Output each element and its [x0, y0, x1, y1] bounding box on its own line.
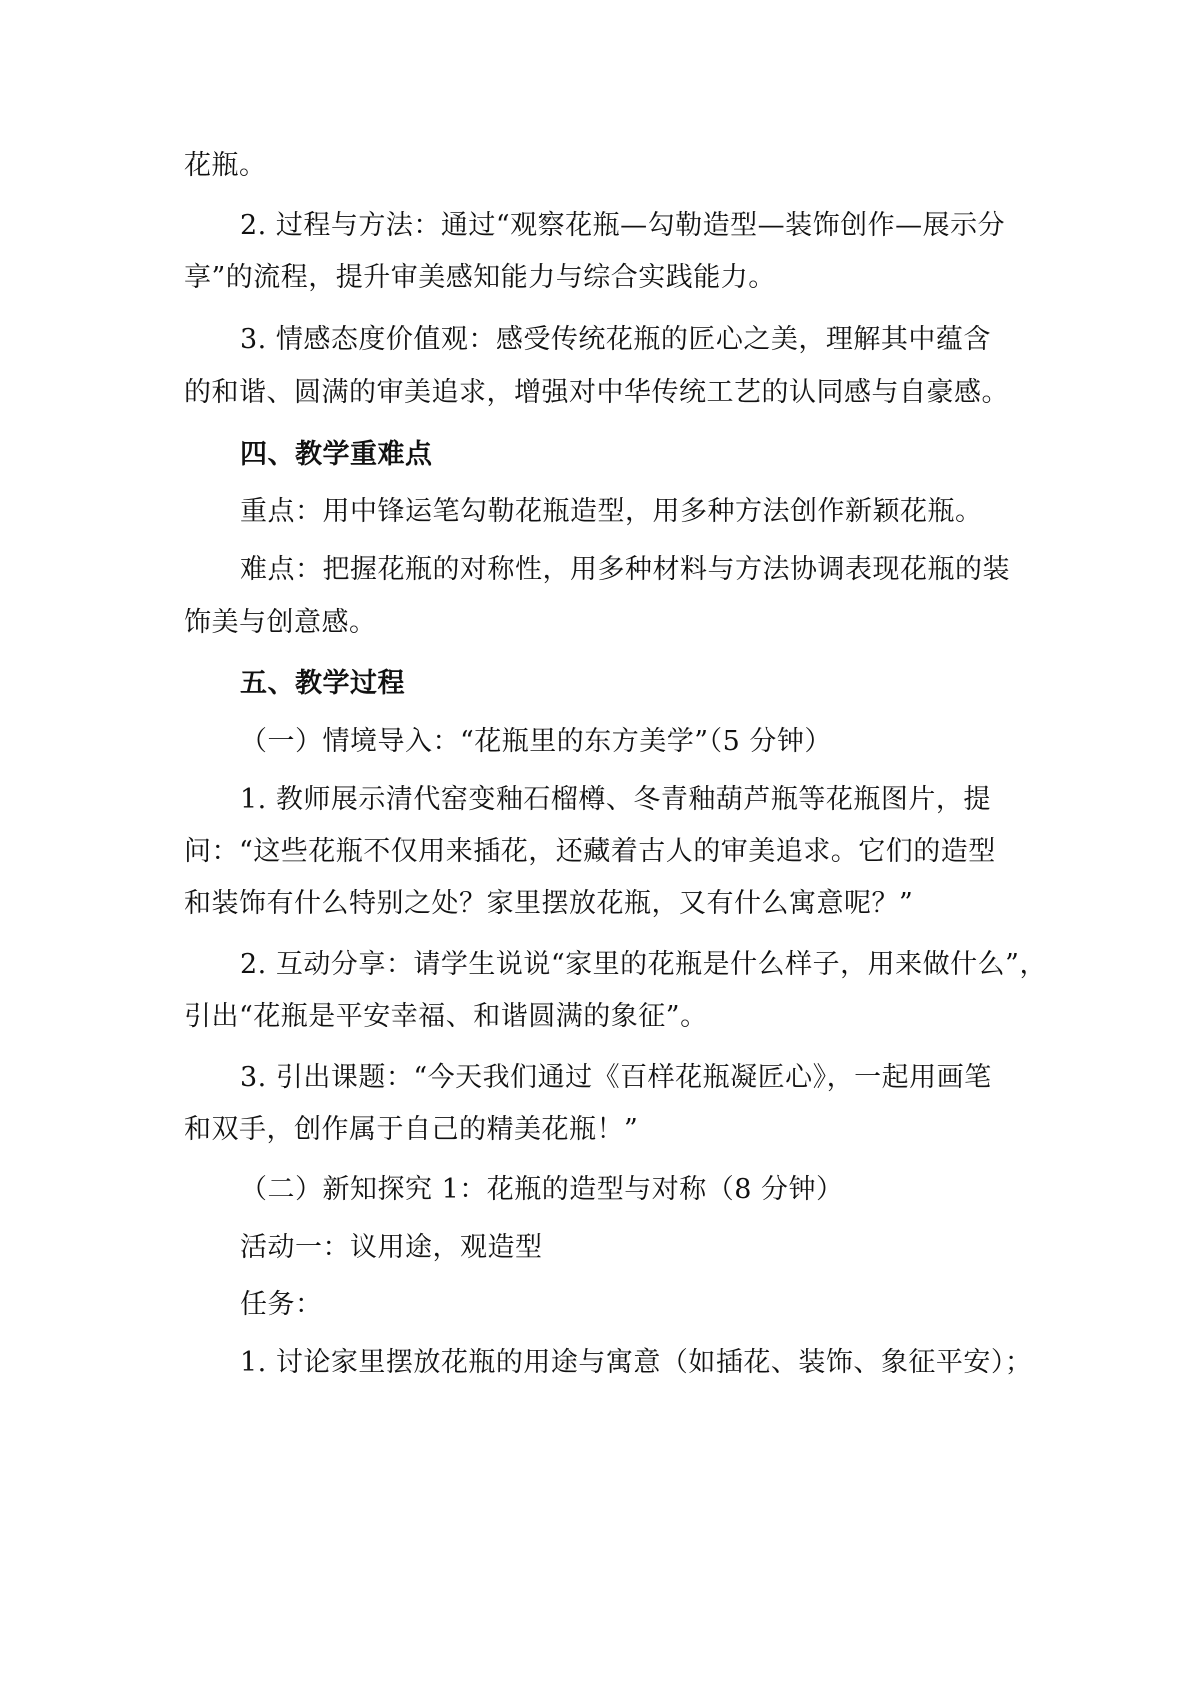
paragraph-line: 3. 情感态度价值观：感受传统花瓶的匠心之美，理解其中蕴含 — [240, 324, 991, 355]
paragraph-line: 问：“这些花瓶不仅用来插花，还藏着古人的审美追求。它们的造型 — [184, 836, 996, 867]
paragraph-line: 2. 过程与方法：通过“观察花瓶—勾勒造型—装饰创作—展示分 — [240, 210, 1006, 241]
paragraph-line: 和装饰有什么特别之处？家里摆放花瓶，又有什么寓意呢？” — [184, 888, 914, 919]
section-heading: 五、教学过程 — [240, 668, 405, 699]
paragraph-line: 引出“花瓶是平安幸福、和谐圆满的象征”。 — [184, 1001, 708, 1032]
subsection-heading: （一）情境导入：“花瓶里的东方美学”（5 分钟） — [240, 726, 832, 757]
paragraph-line: 2. 互动分享：请学生说说“家里的花瓶是什么样子，用来做什么”， — [240, 949, 1047, 980]
paragraph-line: 重点：用中锋运笔勾勒花瓶造型，用多种方法创作新颖花瓶。 — [240, 496, 983, 527]
paragraph-line: 任务： — [240, 1289, 323, 1320]
paragraph-line: 和双手，创作属于自己的精美花瓶！” — [184, 1114, 639, 1145]
paragraph-line: 饰美与创意感。 — [184, 607, 377, 638]
paragraph-line: 花瓶。 — [184, 150, 267, 181]
paragraph-line: 活动一：议用途，观造型 — [240, 1232, 543, 1263]
section-heading: 四、教学重难点 — [240, 439, 433, 470]
paragraph-line: 享”的流程，提升审美感知能力与综合实践能力。 — [184, 262, 776, 293]
subsection-heading: （二）新知探究 1：花瓶的造型与对称（8 分钟） — [240, 1174, 844, 1205]
paragraph-line: 的和谐、圆满的审美追求，增强对中华传统工艺的认同感与自豪感。 — [184, 377, 1009, 408]
paragraph-line: 难点：把握花瓶的对称性，用多种材料与方法协调表现花瓶的装 — [240, 554, 1010, 585]
paragraph-line: 1. 教师展示清代窑变釉石榴樽、冬青釉葫芦瓶等花瓶图片，提 — [240, 784, 991, 815]
paragraph-line: 1. 讨论家里摆放花瓶的用途与寓意（如插花、装饰、象征平安）； — [240, 1347, 1033, 1378]
paragraph-line: 3. 引出课题：“今天我们通过《百样花瓶凝匠心》，一起用画笔 — [240, 1062, 992, 1093]
